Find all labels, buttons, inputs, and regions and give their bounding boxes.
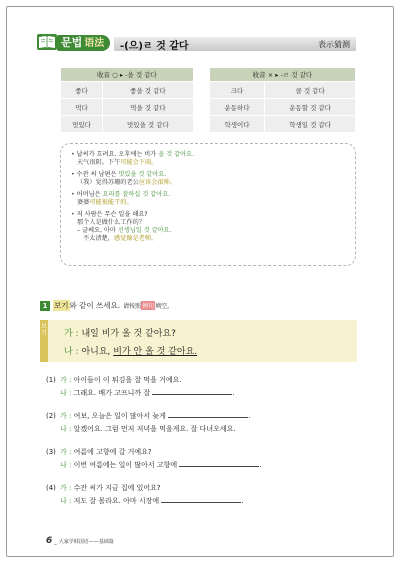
question-a-end: . <box>248 412 251 420</box>
header-bar <box>114 37 356 51</box>
speaker-b: 나 : <box>60 425 72 433</box>
question-b-text: 이번 여름에는 일이 많아서 고향에 <box>73 461 178 469</box>
question-a-text: 수잔 씨가 지금 집에 있어요? <box>73 484 161 492</box>
badge-cn: 语法 <box>84 38 105 49</box>
answer-blank[interactable] <box>168 411 251 420</box>
table-row <box>61 99 356 116</box>
example-ko: 수잔 씨 남편은 <box>76 171 119 178</box>
table-row <box>61 116 356 133</box>
answer-blank[interactable] <box>161 496 244 505</box>
question-number: (4) <box>46 484 56 492</box>
table-cell: 운동할 것 같다 <box>265 99 356 116</box>
sample-box <box>40 320 357 362</box>
table-cell: 좋다 <box>61 82 103 99</box>
table-cell: 학생일 것 같다 <box>265 116 356 133</box>
exercise-number: 1 <box>40 301 50 311</box>
instruction-cn: 请按照 <box>123 303 142 310</box>
conjugation-table <box>60 67 356 133</box>
table-cell: 클 것 같다 <box>265 82 356 99</box>
speaker-a: 가 : <box>64 329 82 339</box>
question-2 <box>46 410 250 436</box>
question-number: (3) <box>46 448 56 456</box>
grammar-badge <box>40 33 110 53</box>
question-b-end: . <box>259 461 262 469</box>
speaker-b: 나 : <box>60 389 72 397</box>
instruction-highlight: 보기 <box>54 301 69 310</box>
table-cell: 크다 <box>209 82 264 99</box>
page-footer <box>46 536 114 546</box>
sample-a-text: 내일 비가 올 것 같아요? <box>81 329 176 339</box>
question-3 <box>46 446 262 472</box>
question-b-end: . <box>241 497 244 505</box>
speaker-b: 나 : <box>60 461 72 469</box>
example-ko: 날씨가 흐려요. 오후에는 비가 <box>76 151 159 158</box>
table-cell: 운동하다 <box>209 99 264 116</box>
question-a-text: 여름에 고향에 갈 거예요? <box>73 448 152 456</box>
question-number: (1) <box>46 376 56 384</box>
section-header <box>40 36 356 52</box>
answer-blank[interactable] <box>179 460 262 469</box>
table-head-left: 收音 ○ ▸ -을 것 같다 <box>61 68 194 82</box>
table-row <box>61 82 356 99</box>
question-a-text: 아이들이 이 튀김을 잘 먹을 거예요. <box>73 376 182 384</box>
question-b-text: 저도 잘 몰라요. 아마 시장에 <box>73 497 160 505</box>
dialog-question-cn: 那个人是做什么工作的？ <box>77 219 146 226</box>
dialog-answer-ko-highlight: 선생님일 것 같아요. <box>117 227 172 234</box>
example-ko-highlight: 멋있을 것 같아요. <box>118 171 167 178</box>
example-item <box>71 151 345 167</box>
table-cell: 먹을 것 같다 <box>103 99 194 116</box>
table-cell: 학생이다 <box>209 116 264 133</box>
speaker-a: 가 : <box>60 412 72 420</box>
grammar-subtitle: 表示猜测 <box>318 39 350 49</box>
sample-line-a <box>64 325 197 343</box>
question-b-end: . <box>232 389 235 397</box>
footer-text: 大家学韩国语——基础篇 <box>58 539 114 545</box>
exercise-instruction <box>40 300 173 311</box>
example-cn: 天气很阴。下午 <box>77 159 121 166</box>
example-ko: 어머님은 <box>76 191 103 198</box>
instruction-cn-end: 填空。 <box>155 303 174 310</box>
dialog-question-ko: • 저 사람은 무슨 일을 해요? <box>71 211 345 219</box>
footer-separator: _ <box>54 539 57 545</box>
example-ko-highlight: 올 것 같아요. <box>158 151 195 158</box>
example-cn-highlight: 可能很能干的。 <box>89 199 133 206</box>
example-cn: （我）觉得苏珊的老公 <box>77 179 139 186</box>
example-item <box>71 191 345 207</box>
example-dialog: • 저 사람은 무슨 일을 해요? 那个人是做什么工作的？ – 글쎄요, 아마 선생님일 것 같아요. 不太清楚，感觉像是老师。 <box>71 211 345 243</box>
question-number: (2) <box>46 412 56 420</box>
table-cell: 멋있을 것 같다 <box>103 116 194 133</box>
example-box <box>60 143 356 266</box>
table-cell: 좋을 것 같다 <box>103 82 194 99</box>
sample-b-answer: 비가 안 올 것 같아요. <box>113 347 198 357</box>
table-cell: 먹다 <box>61 99 103 116</box>
sample-b-text: 아니요, <box>81 347 114 357</box>
book-icon <box>36 31 58 53</box>
page-number: 6 <box>46 536 53 546</box>
question-1 <box>46 374 235 400</box>
table-header-row <box>61 68 356 82</box>
sample-tag: 보기 <box>40 320 48 362</box>
speaker-b: 나 : <box>60 497 72 505</box>
question-b-text: 그래요. 배가 고프니까 잘 <box>73 389 151 397</box>
table-head-right: 收音 × ▸ -ㄹ 것 같다 <box>209 68 355 82</box>
speaker-a: 가 : <box>60 376 72 384</box>
dialog-answer-cn: 不太清楚， <box>83 235 114 242</box>
instruction-text: 와 같이 쓰세요. <box>69 301 121 310</box>
example-ko-highlight: 요리를 잘하실 것 같아요. <box>102 191 171 198</box>
speaker-a: 가 : <box>60 448 72 456</box>
question-b-text: 알겠어요. 그럼 먼저 저녁을 먹을게요. 잘 다녀오세요. <box>73 425 236 433</box>
badge-ko: 문법 <box>61 36 83 49</box>
dialog-answer-ko: 글쎄요, 아마 <box>82 227 118 234</box>
speaker-b: 나 : <box>64 347 82 357</box>
question-4 <box>46 482 244 508</box>
instruction-cn-highlight: 例句 <box>142 303 155 310</box>
question-a-text: 여보, 오늘은 일이 많아서 늦게 <box>73 412 166 420</box>
speaker-a: 가 : <box>60 484 72 492</box>
example-cn: 婆婆 <box>77 199 90 206</box>
sample-line-b <box>64 343 197 361</box>
example-cn-highlight: 可能会下雨。 <box>120 159 158 166</box>
example-cn-highlight: 应该会很帅。 <box>138 179 176 186</box>
example-item <box>71 171 345 187</box>
answer-blank[interactable] <box>152 388 235 397</box>
grammar-title: -(으)ㄹ 것 같다 <box>120 40 189 52</box>
table-cell: 멋있다 <box>61 116 103 133</box>
dialog-answer-cn-highlight: 感觉像是老师。 <box>113 235 158 242</box>
